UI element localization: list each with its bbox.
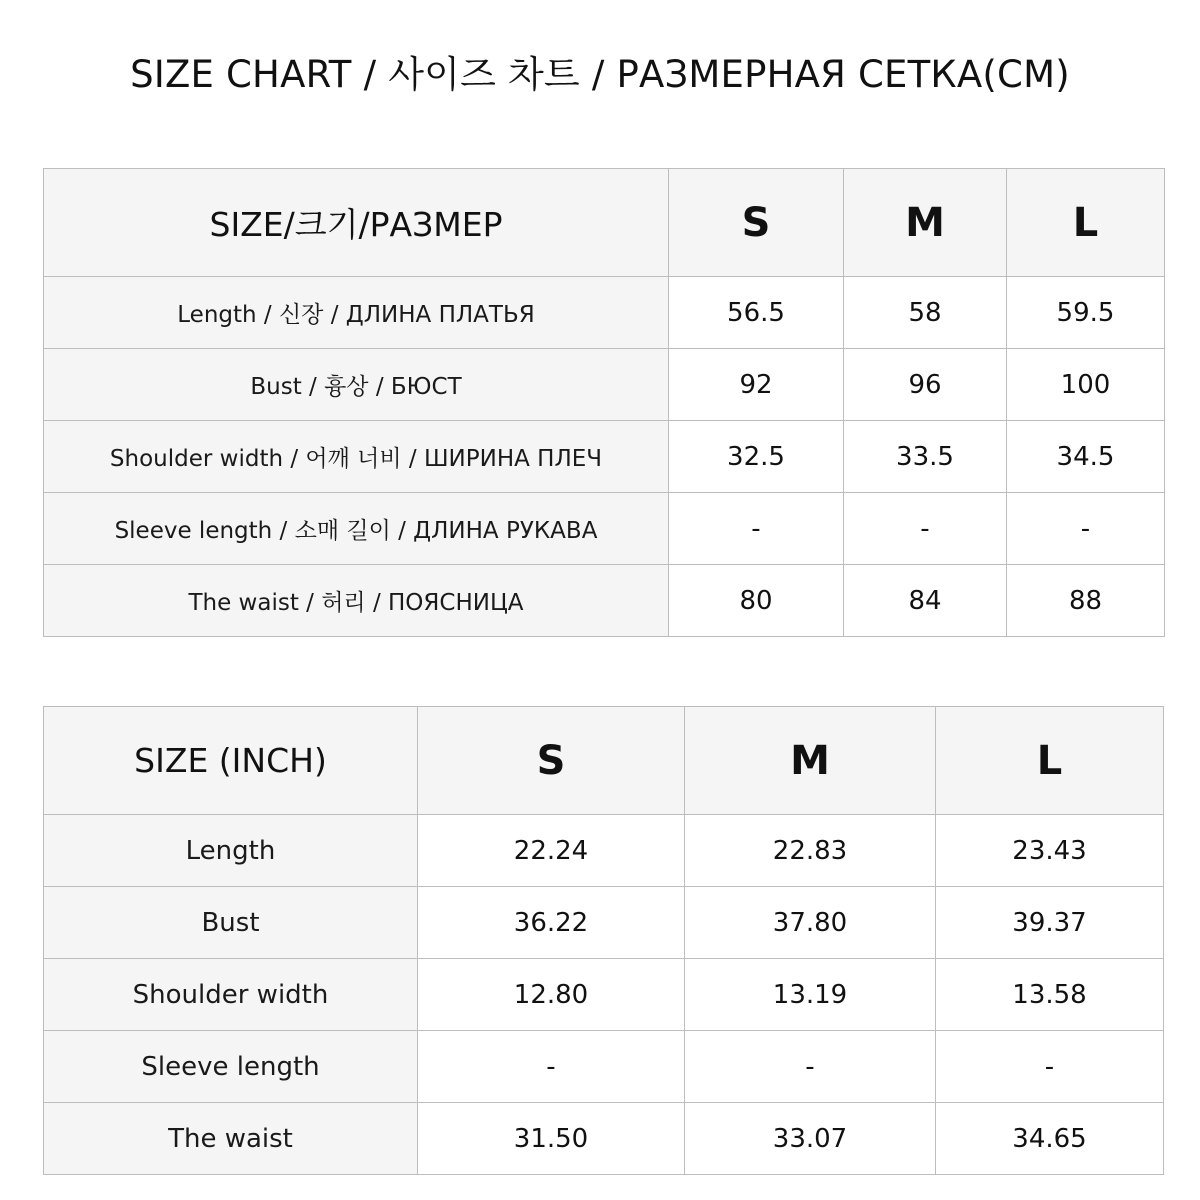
size-l-header: L bbox=[936, 707, 1164, 815]
value-cell: 33.07 bbox=[685, 1103, 936, 1175]
row-label: The waist bbox=[44, 1103, 418, 1175]
size-l-header: L bbox=[1007, 169, 1165, 277]
value-cell: - bbox=[936, 1031, 1164, 1103]
row-label: Shoulder width / 어깨 너비 / ШИРИНА ПЛЕЧ bbox=[44, 421, 669, 493]
value-cell: 32.5 bbox=[669, 421, 844, 493]
size-column-header: SIZE/크기/РАЗМЕР bbox=[44, 169, 669, 277]
value-cell: 23.43 bbox=[936, 815, 1164, 887]
row-label: The waist / 허리 / ПОЯСНИЦА bbox=[44, 565, 669, 637]
size-chart-inch-table bbox=[43, 706, 1164, 1175]
table-row bbox=[44, 493, 1165, 565]
row-label: Bust / 흉상 / БЮСТ bbox=[44, 349, 669, 421]
value-cell: 22.24 bbox=[418, 815, 685, 887]
value-cell: 22.83 bbox=[685, 815, 936, 887]
size-column-header: SIZE (INCH) bbox=[44, 707, 418, 815]
table-row bbox=[44, 1103, 1164, 1175]
value-cell: 56.5 bbox=[669, 277, 844, 349]
row-label: Sleeve length bbox=[44, 1031, 418, 1103]
table-row bbox=[44, 277, 1165, 349]
value-cell: 100 bbox=[1007, 349, 1165, 421]
table-row bbox=[44, 1031, 1164, 1103]
row-label: Length bbox=[44, 815, 418, 887]
value-cell: 31.50 bbox=[418, 1103, 685, 1175]
size-m-header: M bbox=[844, 169, 1007, 277]
size-chart-cm-table bbox=[43, 168, 1165, 637]
value-cell: 96 bbox=[844, 349, 1007, 421]
value-cell: 34.65 bbox=[936, 1103, 1164, 1175]
table-header-row bbox=[44, 169, 1165, 277]
size-s-header: S bbox=[669, 169, 844, 277]
table-row bbox=[44, 887, 1164, 959]
table-row bbox=[44, 421, 1165, 493]
value-cell: 92 bbox=[669, 349, 844, 421]
value-cell: 33.5 bbox=[844, 421, 1007, 493]
value-cell: 34.5 bbox=[1007, 421, 1165, 493]
value-cell: 13.19 bbox=[685, 959, 936, 1031]
value-cell: 36.22 bbox=[418, 887, 685, 959]
row-label: Sleeve length / 소매 길이 / ДЛИНА РУКАВА bbox=[44, 493, 669, 565]
value-cell: 88 bbox=[1007, 565, 1165, 637]
value-cell: 80 bbox=[669, 565, 844, 637]
value-cell: - bbox=[685, 1031, 936, 1103]
page-title: SIZE CHART / 사이즈 차트 / РАЗМЕРНАЯ СЕТКА(CM) bbox=[130, 53, 1070, 96]
table-row bbox=[44, 959, 1164, 1031]
value-cell: 13.58 bbox=[936, 959, 1164, 1031]
value-cell: - bbox=[669, 493, 844, 565]
row-label: Shoulder width bbox=[44, 959, 418, 1031]
value-cell: 37.80 bbox=[685, 887, 936, 959]
table-row bbox=[44, 565, 1165, 637]
value-cell: 59.5 bbox=[1007, 277, 1165, 349]
value-cell: - bbox=[418, 1031, 685, 1103]
size-m-header: M bbox=[685, 707, 936, 815]
value-cell: - bbox=[1007, 493, 1165, 565]
value-cell: - bbox=[844, 493, 1007, 565]
value-cell: 58 bbox=[844, 277, 1007, 349]
value-cell: 39.37 bbox=[936, 887, 1164, 959]
row-label: Length / 신장 / ДЛИНА ПЛАТЬЯ bbox=[44, 277, 669, 349]
value-cell: 84 bbox=[844, 565, 1007, 637]
table-header-row bbox=[44, 707, 1164, 815]
value-cell: 12.80 bbox=[418, 959, 685, 1031]
size-s-header: S bbox=[418, 707, 685, 815]
row-label: Bust bbox=[44, 887, 418, 959]
table-row bbox=[44, 815, 1164, 887]
table-row bbox=[44, 349, 1165, 421]
